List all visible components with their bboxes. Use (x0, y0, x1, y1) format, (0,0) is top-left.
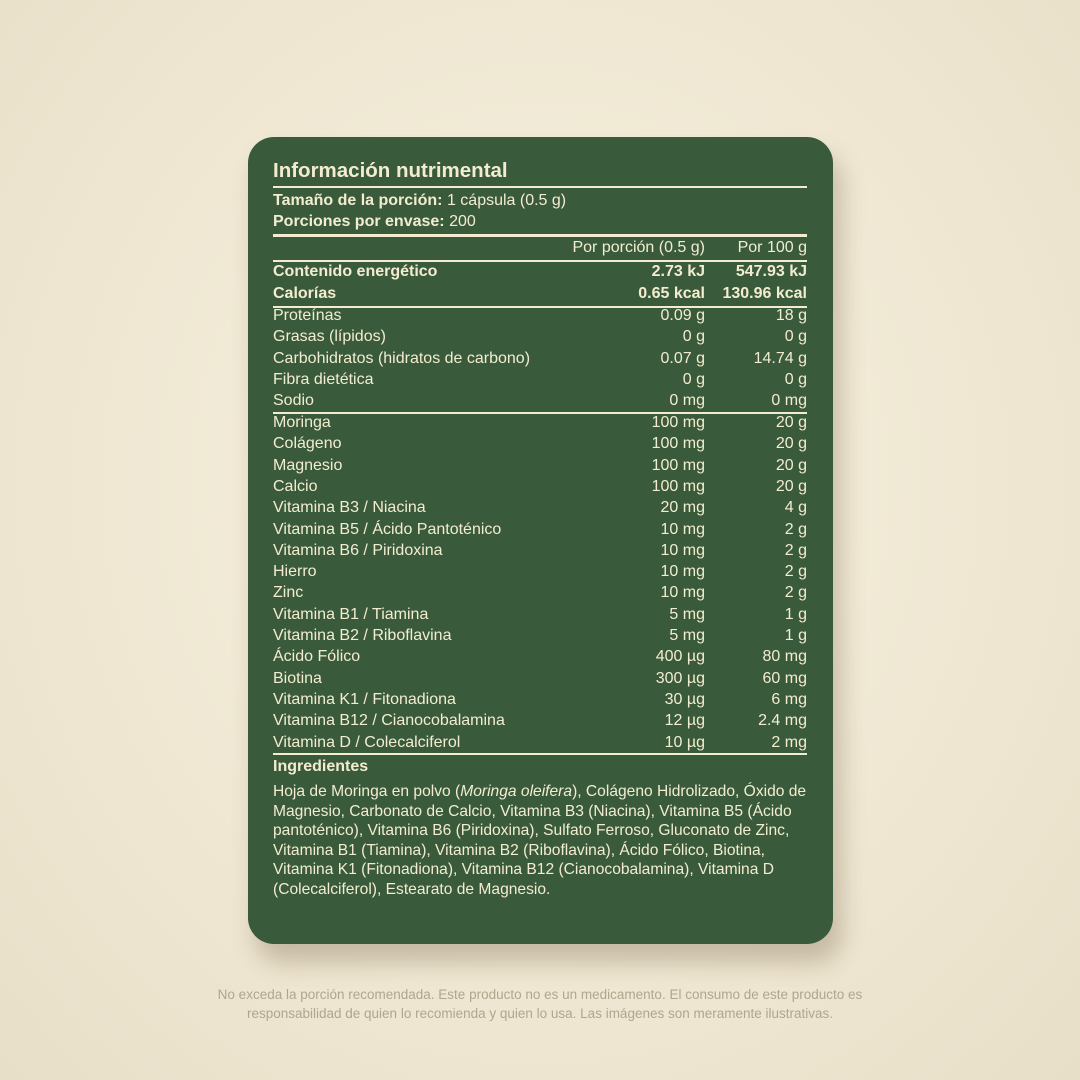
per-100g-value: 20 g (775, 414, 807, 431)
per-100g-value: 60 mg (762, 669, 807, 687)
divider (273, 753, 807, 755)
nutrient-label: Vitamina B3 / Niacina (273, 499, 426, 517)
table-row (273, 283, 807, 304)
nutrient-label: Carbohidratos (hidratos de carbono) (273, 349, 531, 367)
per-100g-value: 80 mg (762, 648, 807, 666)
nutrient-label: Calorías (273, 284, 337, 302)
table-row (273, 348, 807, 369)
nutrient-label: Vitamina B6 / Piridoxina (273, 541, 443, 559)
per-serving-value: 0.65 kcal (638, 284, 705, 302)
per-serving-value: 400 µg (655, 648, 705, 666)
per-serving-value: 10 mg (660, 563, 705, 581)
per-serving-value: 12 µg (664, 712, 705, 730)
table-row (273, 582, 807, 603)
per-serving-value: 0.07 g (660, 349, 705, 367)
disclaimer (140, 985, 940, 1023)
per-serving-value: 0 mg (669, 392, 705, 410)
ingredients-rest: ), Colágeno Hidrolizado, Óxido de Magnesio, Carbonato de Calcio, Vitamina B3 (Niacina), Vitamina B5 (Ácido pantoténico), Vitamina B6 (Piridoxina), Sulfato Ferroso, Gluconato de Zinc, Vitamina B1 (Tiamina), Vitamina B2 (Riboflavina), Ácido Fólico, Biotina, Vitamina K1 (Fitonadiona), Vitamina B12 (Cianocobalamina), Vitamina D (Colecalciferol), Estearato de Magnesio. (273, 783, 807, 898)
per-100g-value: 0 g (784, 328, 807, 346)
serving-size (273, 190, 566, 211)
per-serving-value: 10 mg (660, 541, 705, 559)
nutrient-label: Contenido energético (273, 263, 438, 280)
table-row (273, 497, 807, 518)
table-row (273, 710, 807, 731)
per-serving-value: 100 mg (651, 414, 705, 431)
nutrient-label: Vitamina D / Colecalciferol (273, 733, 461, 751)
per-100g-value: 2.4 mg (758, 712, 807, 730)
nutrient-label: Biotina (273, 669, 322, 687)
per-100g-value: 18 g (775, 307, 807, 324)
table-row (273, 646, 807, 667)
per-serving-value: 100 mg (651, 477, 705, 495)
servings-per-container (273, 211, 476, 232)
per-serving-value: 100 mg (651, 456, 705, 474)
table-row (273, 561, 807, 582)
servings-label: Porciones por envase: (273, 213, 445, 230)
nutrient-label: Fibra dietética (273, 370, 374, 388)
disclaimer-line-1: No exceda la porción recomendada. Este producto no es un medicamento. El consumo de este producto es (217, 987, 863, 1002)
per-100g-value: 0 g (784, 370, 807, 388)
serving-size-value: 1 cápsula (0.5 g) (442, 192, 567, 209)
nutrition-facts-panel (248, 137, 833, 944)
serving-size-label: Tamaño de la porción: (273, 192, 443, 209)
per-100g-value: 20 g (775, 435, 807, 453)
column-header-row (273, 237, 807, 258)
table-row (273, 326, 807, 347)
nutrient-label: Calcio (273, 477, 318, 495)
table-row (273, 732, 807, 753)
nutrient-label: Vitamina K1 / Fitonadiona (273, 690, 456, 708)
per-serving-value: 30 µg (664, 690, 705, 708)
table-row (273, 433, 807, 454)
table-row (273, 689, 807, 710)
column-header-per-100g: Por 100 g (737, 239, 807, 256)
per-100g-value: 2 g (784, 563, 807, 581)
per-100g-value: 130.96 kcal (722, 284, 807, 302)
per-serving-value: 10 mg (660, 520, 705, 538)
per-serving-value: 0 g (682, 370, 705, 388)
per-serving-value: 20 mg (660, 499, 705, 517)
per-100g-value: 20 g (775, 456, 807, 474)
divider (273, 186, 807, 188)
per-100g-value: 6 mg (771, 690, 807, 708)
nutrient-label: Vitamina B1 / Tiamina (273, 605, 429, 623)
nutrient-label: Zinc (273, 584, 304, 602)
per-100g-value: 2 g (784, 584, 807, 602)
nutrient-label: Proteínas (273, 307, 342, 324)
table-row (273, 261, 807, 282)
ingredients-scientific-name: Moringa oleifera (460, 783, 573, 800)
ingredients-title: Ingredientes (273, 758, 369, 775)
table-row (273, 540, 807, 561)
per-100g-value: 20 g (775, 477, 807, 495)
table-row (273, 369, 807, 390)
per-100g-value: 1 g (784, 605, 807, 623)
table-row (273, 668, 807, 689)
servings-value: 200 (444, 213, 476, 230)
per-100g-value: 1 g (784, 627, 807, 644)
per-serving-value: 2.73 kJ (651, 263, 705, 280)
per-serving-value: 10 µg (664, 733, 705, 751)
per-100g-value: 2 g (784, 520, 807, 538)
nutrient-label: Sodio (273, 392, 314, 410)
nutrient-label: Moringa (273, 414, 331, 431)
column-header-per-serving: Por porción (0.5 g) (572, 239, 705, 256)
nutrient-label: Hierro (273, 563, 317, 581)
per-serving-value: 0 g (682, 328, 705, 346)
per-100g-value: 4 g (784, 499, 807, 517)
per-serving-value: 300 µg (655, 669, 705, 687)
per-serving-value: 5 mg (669, 627, 705, 644)
nutrient-label: Ácido Fólico (273, 648, 361, 666)
per-serving-value: 10 mg (660, 584, 705, 602)
table-row (273, 476, 807, 497)
per-serving-value: 100 mg (651, 435, 705, 453)
nutrient-label: Colágeno (273, 435, 342, 453)
per-serving-value: 5 mg (669, 605, 705, 623)
per-100g-value: 14.74 g (753, 349, 807, 367)
per-100g-value: 2 g (784, 541, 807, 559)
table-row (273, 604, 807, 625)
per-100g-value: 0 mg (771, 392, 807, 410)
nutrient-label: Vitamina B12 / Cianocobalamina (273, 712, 505, 730)
nutrient-label: Vitamina B5 / Ácido Pantoténico (273, 520, 502, 538)
nutrient-label: Grasas (lípidos) (273, 328, 386, 346)
ingredients-prefix: Hoja de Moringa en polvo ( (273, 783, 461, 800)
ingredients-text (273, 782, 807, 900)
table-row (273, 519, 807, 540)
table-row (273, 455, 807, 476)
per-100g-value: 2 mg (771, 733, 807, 751)
table-row (273, 305, 807, 326)
nutrient-label: Magnesio (273, 456, 343, 474)
disclaimer-line-2: responsabilidad de quien lo recomienda y quien lo usa. Las imágenes son meramente ilustrativas. (246, 1006, 834, 1021)
per-100g-value: 547.93 kJ (735, 263, 807, 280)
nutrient-label: Vitamina B2 / Riboflavina (273, 627, 452, 644)
panel-title: Información nutrimental (273, 159, 508, 182)
table-row (273, 625, 807, 646)
table-row (273, 390, 807, 411)
table-row (273, 412, 807, 433)
per-serving-value: 0.09 g (660, 307, 705, 324)
